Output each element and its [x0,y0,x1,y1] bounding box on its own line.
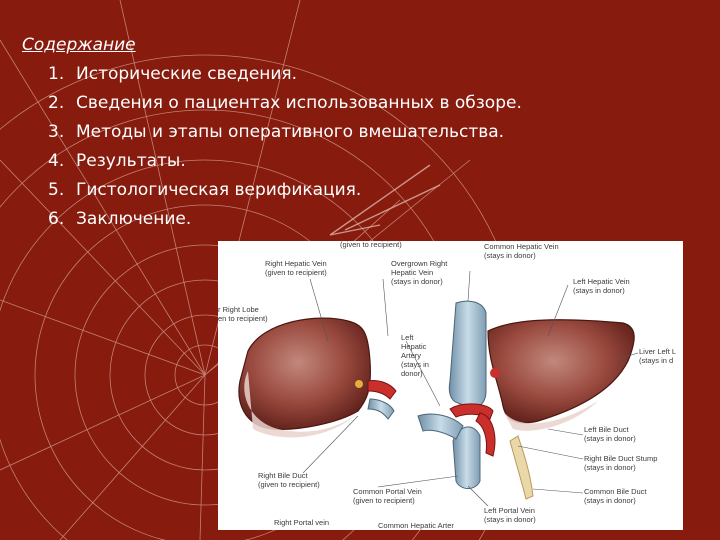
label-left-portal-vein-sub: (stays in donor) [484,515,536,524]
item-number: 4. [48,151,65,171]
list-item [48,176,522,205]
label-common-bile-duct-sub: (stays in donor) [584,496,636,505]
label-overgrown-vein-2: Hepatic Vein [391,268,434,277]
label-right-bile-duct-stump-sub: (stays in donor) [584,463,636,472]
liver-anatomy-figure [218,241,683,530]
label-left-hepatic-vein-sub: (stays in donor) [573,286,625,295]
right-portal-vein [368,399,394,419]
label-left-portal-vein: Left Portal Vein [484,506,535,515]
label-common-bile-duct: Common Bile Duct [584,487,647,496]
common-bile-duct [510,436,533,499]
list-item [48,118,522,147]
label-right-bile-duct-stump: Right Bile Duct Stump [584,454,658,463]
label-left-hepatic-artery-sub: (stays in [401,360,429,369]
label-right-bile-duct: Right Bile Duct [258,471,308,480]
left-liver-lobe [488,320,634,423]
item-text: Исторические сведения. [76,64,298,84]
contents-list [48,60,522,234]
label-right-portal-vein: Right Portal vein [274,518,330,527]
label-right-bile-duct-sub: (given to recipient) [258,480,320,489]
list-item [48,205,522,234]
label-right-hepatic-vein-sub: (given to recipient) [265,268,327,277]
item-number: 2. [48,93,65,113]
label-right-lobe-sub: en to recipient) [218,314,268,323]
label-overgrown-vein: Overgrown Right [391,259,448,268]
label-common-portal-vein: Common Portal Vein [353,487,422,496]
label-liver-left-lobe-sub: (stays in d [639,356,674,365]
right-liver-lobe [239,318,370,429]
label-common-hepatic-vein: Common Hepatic Vein [484,242,559,251]
item-text: Методы и этапы оперативного вмешательства. [76,122,505,142]
label-right-lobe: r Right Lobe [218,305,259,314]
label-right-hepatic-vein: Right Hepatic Vein [265,259,327,268]
label-left-bile-duct-sub: (stays in donor) [584,434,636,443]
label-liver-left-lobe: Liver Left L [639,347,677,356]
list-item [48,147,522,176]
label-common-hepatic-vein-sub: (stays in donor) [484,251,536,260]
label-left-hepatic-artery-sub2: donor) [401,369,423,378]
list-item [48,89,522,118]
label-overgrown-vein-sub: (stays in donor) [391,277,443,286]
label-left-hepatic-artery-2: Hepatic [401,342,427,351]
label-left-hepatic-artery: Left [401,333,414,342]
list-item [48,60,522,89]
item-text: Гистологическая верификация. [76,180,362,200]
item-number: 1. [48,64,65,84]
item-text: Результаты. [76,151,186,171]
item-text: Сведения о пациентах использованных в обзоре. [76,93,522,113]
label-top-cut: (given to recipient) [340,241,402,249]
label-common-hepatic-artery: Common Hepatic Arter [378,521,454,530]
item-number: 5. [48,180,65,200]
hepatic-vein-trunk [449,301,486,407]
label-left-hepatic-artery-3: Artery [401,351,422,360]
contents-heading: Содержание [22,35,136,55]
item-number: 6. [48,209,65,229]
item-number: 3. [48,122,65,142]
item-text: Заключение. [76,209,192,229]
label-left-hepatic-vein: Left Hepatic Vein [573,277,630,286]
label-left-bile-duct: Left Bile Duct [584,425,629,434]
label-common-portal-vein-sub: (given to recipient) [353,496,415,505]
